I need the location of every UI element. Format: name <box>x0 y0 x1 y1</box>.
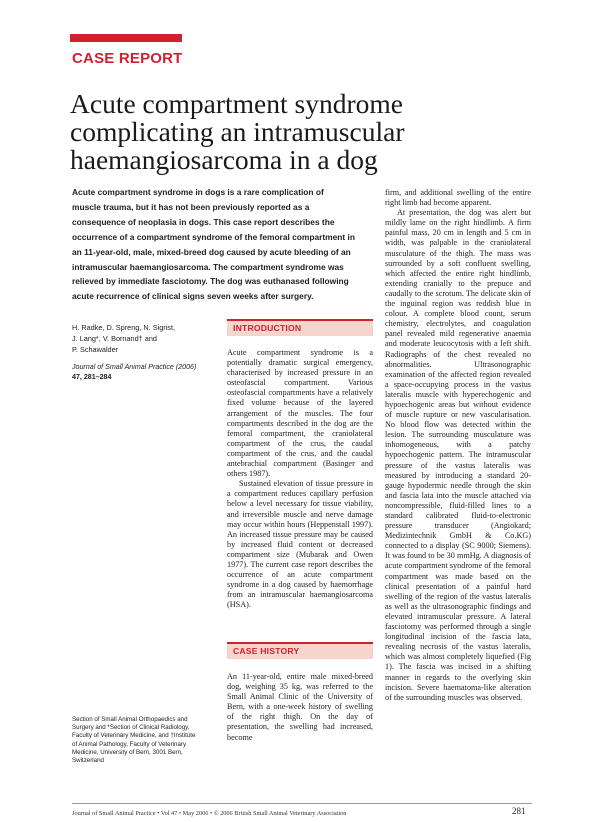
affiliation-line: Switzerland <box>72 757 104 765</box>
paragraph: Sustained elevation of tissue pressure in a compartment reduces capillary perfusion below a level necessary for tissue viability, and irreversible muscle and nerve damage may occur within hours (Heppenstall 1997). An increased tissue pressure may be caused by increased fluid content or decreased compartment size (Mubarak and Owen 1977). The current case report describes the occurrence of an acute compartment syndrome in a dog caused by haemorrhage from an intramuscular haemangiosarcoma (HSA). <box>227 479 373 610</box>
journal-line: Journal of Small Animal Practice (2006) <box>72 363 197 371</box>
introduction-text <box>227 348 373 610</box>
paragraph: An 11-year-old, entire male mixed-breed dog, weighing 35 kg, was referred to the Small Animal Clinic of the University of Bern, with a one-week history of swelling of the right thigh. On the day of presentation, the swelling had increased, become <box>227 672 373 742</box>
paragraph: Acute compartment syndrome is a potentially dramatic surgical emergency, characterised by increased pressure in an osteofascial compartment. Various osteofascial compartments have a relatively fixed volume because of the layered arrangement of the muscles. The four compartments described in the dog are the femoral compartment, the craniolateral compartment of the crus, the caudal compartment of the crus, and the caudal antebrachial compartment (Basinger and others 1987). <box>227 348 373 479</box>
article-title <box>70 90 540 174</box>
affiliations <box>72 716 222 765</box>
journal-reference <box>72 362 222 382</box>
title-line: Acute compartment syndrome <box>70 88 403 119</box>
abstract-line: muscle trauma, but it has not been previously reported as a <box>72 201 310 212</box>
affiliation-line: Medicine, University of Bern, 3001 Bern, <box>72 748 183 756</box>
right-column-text <box>385 188 531 703</box>
authors <box>72 322 222 356</box>
introduction-heading: INTRODUCTION <box>227 319 373 336</box>
abstract-line: relieved by immediate fasciotomy. The dog was euthanased following <box>72 276 349 287</box>
title-line: complicating an intramuscular <box>70 116 405 147</box>
abstract-line: occurrence of a compartment syndrome of the femoral compartment in <box>72 231 355 242</box>
abstract-line: consequence of neoplasia in dogs. This case report describes the <box>72 216 335 227</box>
authors-line: J. Lang*, V. Bornand† and <box>72 334 157 344</box>
page-number: 281 <box>512 806 526 816</box>
journal-line: 47, 281–284 <box>72 373 112 381</box>
section-label: CASE REPORT <box>72 50 183 67</box>
paragraph: At presentation, the dog was alert but mildly lame on the right hindlimb. A firm painful mass, 20 cm in length and 5 cm in width, was palpable in the craniolateral musculature of the thigh. The mass was surrounded by a soft confluent swelling, which affected the entire right hindlimb, extending cranially to the prepuce and caudally to the scrotum. The delicate skin of the inguinal region was reddish blue in colour. A complete blood count, serum chemistry, electrolytes, and coagulation panel revealed mild regenerative anaemia and moderate leucocytosis with a left shift. Radiographs of the chest revealed no abnormalities. Ultrasonographic examination of the affected region revealed a space-occupying process in the vastus lateralis muscle with hyperechogenic and hypoechogenic areas but without evidence of muscle rupture or new vascularisation. No blood flow was detected within the lesion. The surrounding musculature was inhomogeneous, with a patchy hypoechogenic pattern. The intramuscular pressure of the vastus lateralis was measured by introducing a standard 20-gauge hypodermic needle through the skin and fascia lata into the muscle attached via noncompressible, fluid-filled lines to a standard calibrated fluid-to-electronic pressure transducer (Angiokard; Medizintechnik GmbH & Co.KG) connected to a display (SC 9000; Siemens). It was found to be 30 mmHg. A diagnosis of acute compartment syndrome of the femoral compartment was made based on the clinical presentation of a painful hard swelling of the region of the vastus lateralis as well as the ultrasonographic findings and elevated intramuscular pressure. A lateral fasciotomy was performed through a single longitudinal incision of the fascia lata, revealing necrosis of the vastus lateralis, which was almost completely liquefied (Fig 1). The fascia was incised in a shifting manner in regards to the overlying skin incision. Severe haematoma-like alteration of the surrounding muscles was observed. <box>385 208 531 702</box>
abstract-line: Acute compartment syndrome in dogs is a rare complication of <box>72 187 324 197</box>
authors-line: H. Radke, D. Spreng, N. Sigrist, <box>72 323 176 332</box>
section-accent-bar <box>70 34 182 42</box>
footer-citation: Journal of Small Animal Practice • Vol 47 • May 2006 • © 2006 British Small Animal Veterinary Association <box>72 810 347 817</box>
affiliation-line: Section of Small Animal Orthopaedics and <box>72 716 188 723</box>
affiliation-line: Surgery and *Section of Clinical Radiology, <box>72 724 190 732</box>
affiliation-line: Faculty of Veterinary Medicine, and †Institute <box>72 732 196 740</box>
abstract-line: acute recurrence of clinical signs seven weeks after surgery. <box>72 291 314 302</box>
abstract <box>72 185 362 304</box>
case-history-text <box>227 672 373 743</box>
case-history-heading: CASE HISTORY <box>227 642 373 659</box>
title-line: haemangiosarcoma in a dog <box>70 144 378 175</box>
affiliation-line: of Animal Pathology, Faculty of Veterinary <box>72 740 187 748</box>
abstract-line: intramuscular haemangiosarcoma. The compartment syndrome was <box>72 261 344 272</box>
authors-line: P. Schawalder <box>72 345 119 355</box>
paragraph: firm, and additional swelling of the entire right limb had become apparent. <box>385 188 531 208</box>
abstract-line: an 11-year-old, male, mixed-breed dog caused by acute bleeding of an <box>72 246 351 257</box>
footer-rule <box>72 803 532 804</box>
